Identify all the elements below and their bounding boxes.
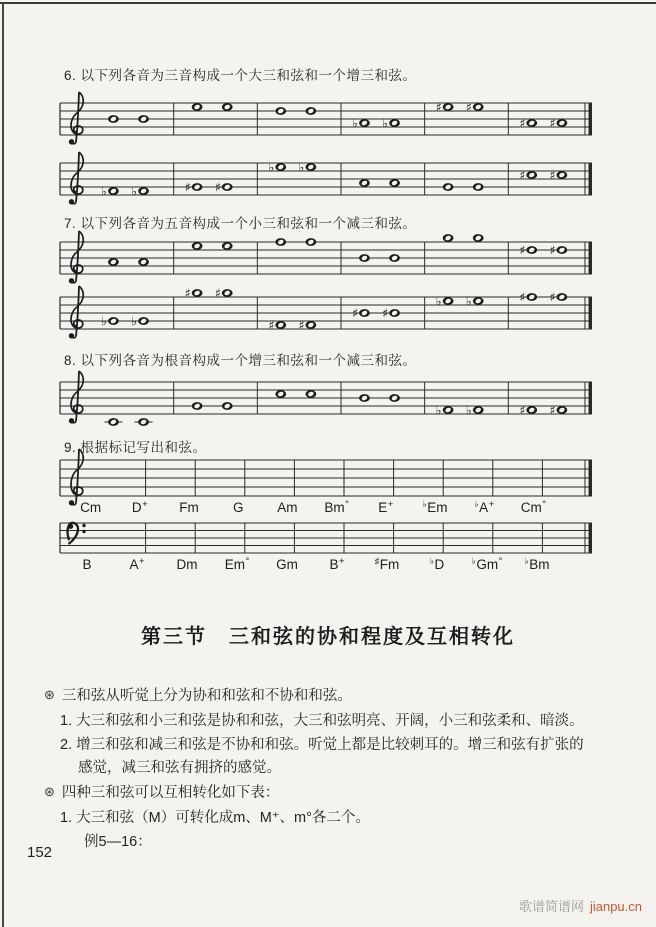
whole-note xyxy=(519,243,537,258)
flat-icon: ♭ xyxy=(100,183,107,199)
watermark-site-name: 歌谱简谱网 xyxy=(518,899,584,914)
sharp-icon: ♯ xyxy=(214,179,221,195)
chord-label: Gm xyxy=(276,557,298,572)
watermark-site-url: jianpu.cn xyxy=(589,899,642,914)
whole-note xyxy=(275,390,286,398)
whole-note xyxy=(305,238,316,246)
bass-clef-icon xyxy=(68,523,86,544)
sharp-icon: ♯ xyxy=(382,305,389,321)
chord-label: Cm xyxy=(80,500,102,515)
sharp-icon: ♯ xyxy=(435,99,442,115)
section-title: 第三节 三和弦的协和程度及互相转化 xyxy=(141,626,515,648)
watermark xyxy=(519,896,642,915)
whole-note xyxy=(298,160,316,175)
whole-note xyxy=(215,180,233,195)
flat-icon: ♭ xyxy=(465,293,472,309)
whole-note xyxy=(138,258,149,266)
ex6-staff-1 xyxy=(56,91,596,157)
whole-note xyxy=(466,100,484,115)
treble-clef-icon xyxy=(69,92,83,145)
whole-note xyxy=(131,184,149,199)
ex8-staff xyxy=(56,370,596,436)
whole-note xyxy=(131,314,149,329)
chord-label: E+ xyxy=(378,499,394,515)
whole-note xyxy=(549,243,567,258)
sharp-icon: ♯ xyxy=(549,402,556,418)
bullet-icon: ⊛ xyxy=(44,784,55,799)
flat-icon: ♭ xyxy=(100,313,107,329)
bullet-paragraph-2 xyxy=(44,781,279,802)
whole-note xyxy=(549,290,567,305)
treble-clef-icon xyxy=(69,286,83,339)
flat-icon: ♭ xyxy=(435,293,442,309)
whole-note xyxy=(389,179,400,187)
chord-label: ♯Fm xyxy=(374,556,400,572)
whole-note xyxy=(298,318,316,333)
sharp-icon: ♯ xyxy=(519,242,526,258)
chord-label: ♭A+ xyxy=(474,499,495,515)
whole-note xyxy=(185,180,203,195)
paragraph-text: 四种三和弦可以互相转化如下表： xyxy=(61,785,280,801)
whole-note xyxy=(135,418,153,426)
chord-label: G xyxy=(232,500,244,515)
whole-note xyxy=(192,402,203,410)
chord-label: ♭D xyxy=(429,556,445,572)
chord-label: B+ xyxy=(329,556,345,572)
chord-label: Am xyxy=(277,500,298,515)
whole-note xyxy=(222,402,233,410)
whole-note xyxy=(222,242,233,250)
sharp-icon: ♯ xyxy=(519,115,526,131)
flat-icon: ♭ xyxy=(435,402,442,418)
whole-note xyxy=(389,254,400,262)
whole-note xyxy=(222,103,233,111)
flat-icon: ♭ xyxy=(382,115,388,131)
chord-label: ♭Bm xyxy=(524,556,550,572)
sharp-icon: ♯ xyxy=(298,317,305,333)
sharp-icon: ♯ xyxy=(519,167,526,183)
whole-note xyxy=(275,238,286,246)
page-number: 152 xyxy=(27,844,53,861)
sharp-icon: ♯ xyxy=(351,305,358,321)
flat-icon: ♭ xyxy=(298,159,305,175)
chord-label: B xyxy=(82,557,92,572)
example-label: 例5—16： xyxy=(84,834,152,850)
list-item-1: 1. 大三和弦和小三和弦是协和和弦，大三和弦明亮、开阔，小三和弦柔和、暗淡。 xyxy=(60,713,584,729)
whole-note xyxy=(268,160,286,175)
sharp-icon: ♯ xyxy=(519,289,526,305)
whole-note xyxy=(443,234,454,242)
whole-note xyxy=(436,403,454,418)
whole-note xyxy=(382,306,400,321)
exercise-9-label: 9. 根据标记写出和弦。 xyxy=(64,440,207,455)
whole-note xyxy=(436,294,454,309)
flat-icon: ♭ xyxy=(268,159,275,175)
whole-note xyxy=(549,116,567,131)
treble-clef-icon xyxy=(69,371,83,424)
sharp-icon: ♯ xyxy=(184,285,191,301)
chord-label: Fm xyxy=(179,500,199,515)
ex7-staff-2 xyxy=(56,285,596,351)
whole-note xyxy=(108,115,119,123)
chord-label: ♭Em xyxy=(422,499,448,515)
sharp-icon: ♯ xyxy=(549,167,556,183)
whole-note xyxy=(549,168,567,183)
chord-label: Dm xyxy=(176,557,198,572)
sharp-icon: ♯ xyxy=(549,115,556,131)
whole-note xyxy=(382,116,400,131)
whole-note xyxy=(305,107,316,115)
sharp-icon: ♯ xyxy=(519,402,526,418)
whole-note xyxy=(275,107,286,115)
whole-note xyxy=(185,286,203,301)
flat-icon: ♭ xyxy=(351,115,358,131)
chord-label: D+ xyxy=(131,499,148,515)
whole-note xyxy=(268,318,286,333)
whole-note xyxy=(359,179,370,187)
sharp-icon: ♯ xyxy=(549,289,556,305)
sharp-icon: ♯ xyxy=(214,285,221,301)
whole-note xyxy=(359,394,370,402)
whole-note xyxy=(473,234,484,242)
whole-note xyxy=(101,184,119,199)
whole-note xyxy=(104,418,122,426)
whole-note xyxy=(519,116,537,131)
whole-note xyxy=(549,403,567,418)
ex6-staff-2 xyxy=(56,151,596,217)
sharp-icon: ♯ xyxy=(465,99,472,115)
list-item-2-line-1: 2. 增三和弦和减三和弦是不协和和弦。听觉上都是比较刺耳的。增三和弦有扩张的 xyxy=(60,737,584,753)
chord-label: ♭Gm° xyxy=(471,556,503,572)
whole-note xyxy=(466,294,484,309)
scan-border-left xyxy=(2,2,4,927)
list-item-3: 1. 大三和弦（M）可转化成m、M⁺、m°各二个。 xyxy=(60,810,370,826)
whole-note xyxy=(443,183,454,191)
whole-note xyxy=(466,403,484,418)
sharp-icon: ♯ xyxy=(184,179,191,195)
whole-note xyxy=(359,254,370,262)
whole-note xyxy=(215,286,233,301)
treble-clef-icon xyxy=(69,449,83,506)
ex9-staff-bass xyxy=(56,511,596,563)
whole-note xyxy=(519,290,537,305)
chord-label: Em° xyxy=(224,556,250,572)
exercise-7-label: 7. 以下列各音为五音构成一个小三和弦和一个减三和弦。 xyxy=(64,216,417,231)
chord-label: A+ xyxy=(129,556,145,572)
flat-icon: ♭ xyxy=(131,313,137,329)
list-item-2-line-2: 感觉，减三和弦有拥挤的感觉。 xyxy=(78,760,281,776)
whole-note xyxy=(305,390,316,398)
whole-note xyxy=(519,168,537,183)
flat-icon: ♭ xyxy=(465,402,472,418)
bass-chord-row xyxy=(62,557,562,572)
whole-note xyxy=(101,314,119,329)
whole-note xyxy=(352,116,370,131)
exercise-6-label: 6. 以下列各音为三音构成一个大三和弦和一个增三和弦。 xyxy=(64,68,417,83)
whole-note xyxy=(519,403,537,418)
chord-label: Bm° xyxy=(324,499,349,515)
chord-label: Cm° xyxy=(520,499,547,515)
whole-note xyxy=(108,258,119,266)
sharp-icon: ♯ xyxy=(268,317,275,333)
sharp-icon: ♯ xyxy=(549,242,556,258)
whole-note xyxy=(138,115,149,123)
whole-note xyxy=(473,183,484,191)
exercise-8-label: 8. 以下列各音为根音构成一个增三和弦和一个减三和弦。 xyxy=(64,353,417,368)
treble-clef-icon xyxy=(69,152,83,205)
whole-note xyxy=(352,306,370,321)
whole-note xyxy=(192,242,203,250)
whole-note xyxy=(436,100,454,115)
treble-clef-icon xyxy=(69,231,83,284)
bullet-icon: ⊛ xyxy=(44,687,55,702)
flat-icon: ♭ xyxy=(131,183,137,199)
bullet-paragraph-1 xyxy=(44,684,352,705)
whole-note xyxy=(389,394,400,402)
whole-note xyxy=(192,103,203,111)
paragraph-text: 三和弦从听觉上分为协和和弦和不协和和弦。 xyxy=(61,688,352,704)
scan-border-top xyxy=(0,2,656,4)
